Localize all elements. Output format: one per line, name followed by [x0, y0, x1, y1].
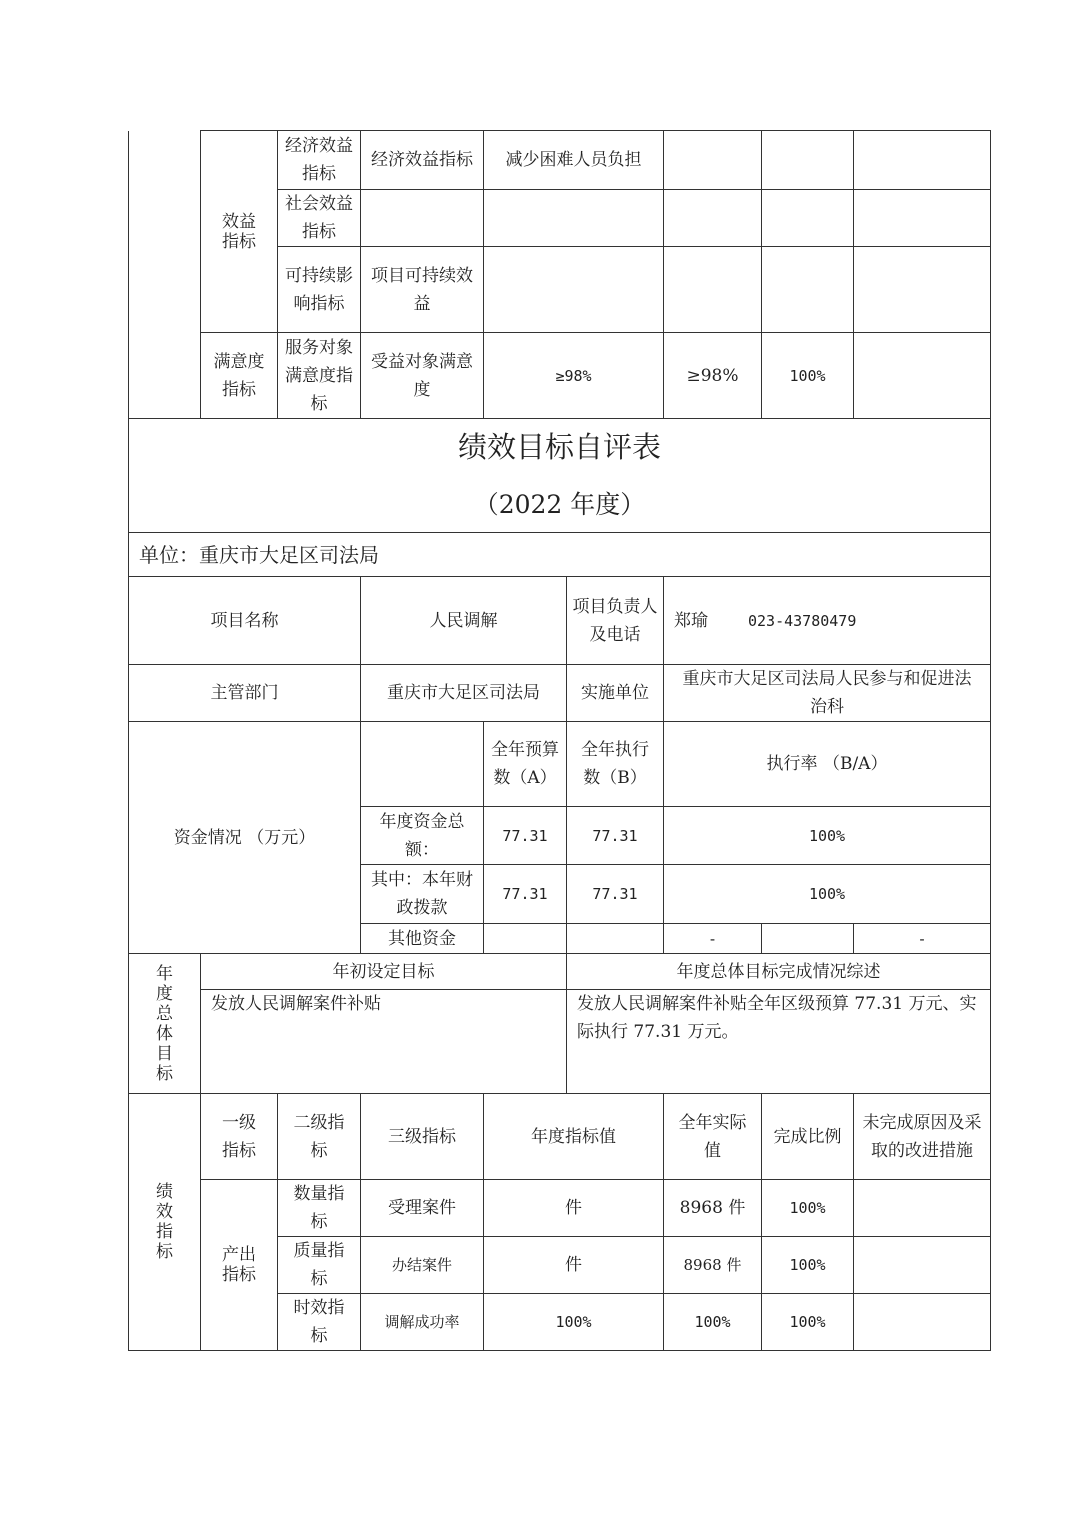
- ratio-cell: [762, 247, 854, 333]
- level3-cell: 受理案件: [361, 1180, 484, 1237]
- table-row: [129, 1094, 991, 1180]
- satisfaction-indicator-label: 满意度指标: [201, 333, 278, 419]
- unit-label: 单位：重庆市大足区司法局: [129, 533, 991, 577]
- blank-cell: [361, 722, 484, 807]
- target-cell: 件: [484, 1180, 664, 1237]
- fund-rate: -: [664, 924, 762, 954]
- reason-header: 未完成原因及采取的改进措施: [854, 1094, 991, 1180]
- ratio-cell: 100%: [762, 333, 854, 419]
- self-evaluation-table: [128, 130, 991, 1351]
- project-leader-label: 项目负责人及电话: [567, 577, 664, 665]
- actual-cell: [664, 247, 762, 333]
- impl-label: 实施单位: [567, 665, 664, 722]
- target-cell: [484, 247, 664, 333]
- budget-header: 全年预算数（A）: [484, 722, 567, 807]
- leader-name: 郑瑜: [674, 610, 708, 631]
- actual-cell: 8968 件: [664, 1180, 762, 1237]
- target-cell: [484, 190, 664, 247]
- level2-header: 二级指标: [278, 1094, 361, 1180]
- fund-budget: 77.31: [484, 807, 567, 865]
- level3-header: 三级指标: [361, 1094, 484, 1180]
- level2-cell: 时效指标: [278, 1294, 361, 1351]
- table-row: [129, 1180, 991, 1237]
- funds-label: 资金情况 （万元）: [129, 722, 361, 954]
- actual-cell: [664, 131, 762, 190]
- actual-cell: 8968 件: [664, 1237, 762, 1294]
- reason-cell: [854, 1237, 991, 1294]
- fund-rate: 100%: [664, 865, 991, 924]
- fund-row-label: 年度资金总额：: [361, 807, 484, 865]
- reason-cell: [854, 131, 991, 190]
- ratio-cell: [762, 190, 854, 247]
- level2-cell: 质量指标: [278, 1237, 361, 1294]
- page-title: 绩效目标自评表: [457, 429, 661, 464]
- reason-cell: [854, 190, 991, 247]
- output-indicator-label: 产出指标: [201, 1180, 278, 1351]
- rate-header: 执行率 （B/A）: [664, 722, 991, 807]
- level3-cell: 调解成功率: [361, 1294, 484, 1351]
- target-cell: ≥98%: [484, 333, 664, 419]
- project-leader-value: [664, 577, 991, 665]
- ratio-header: 完成比例: [762, 1094, 854, 1180]
- reason-cell: [854, 333, 991, 419]
- fund-rate: -: [854, 924, 991, 954]
- year-subtitle: （2022 年度）: [473, 489, 646, 519]
- fund-exec: 77.31: [567, 865, 664, 924]
- fund-exec: 77.31: [567, 807, 664, 865]
- fund-rate: 100%: [664, 807, 991, 865]
- level3-cell: 受益对象满意度: [361, 333, 484, 419]
- actual-header: 全年实际值: [664, 1094, 762, 1180]
- target-header: 年度指标值: [484, 1094, 664, 1180]
- level2-cell: 数量指标: [278, 1180, 361, 1237]
- dept-value: 重庆市大足区司法局: [361, 665, 567, 722]
- summary-text: 发放人民调解案件补贴全年区级预算 77.31 万元、实际执行 77.31 万元。: [567, 990, 991, 1094]
- exec-header: 全年执行数（B）: [567, 722, 664, 807]
- initial-goal-header: 年初设定目标: [201, 954, 567, 990]
- target-cell: 100%: [484, 1294, 664, 1351]
- dept-label: 主管部门: [129, 665, 361, 722]
- target-cell: 件: [484, 1237, 664, 1294]
- actual-cell: ≥98%: [664, 333, 762, 419]
- actual-cell: [664, 190, 762, 247]
- title-row: [129, 419, 991, 533]
- effect-indicator-label: 效益指标: [201, 131, 278, 333]
- level3-cell: 办结案件: [361, 1237, 484, 1294]
- target-cell: 减少困难人员负担: [484, 131, 664, 190]
- initial-goal-text: 发放人民调解案件补贴: [201, 990, 567, 1094]
- level3-cell: 经济效益指标: [361, 131, 484, 190]
- impl-value: 重庆市大足区司法局人民参与和促进法治科: [664, 665, 991, 722]
- fund-budget: [484, 924, 567, 954]
- leader-phone: 023-43780479: [748, 611, 857, 630]
- table-row: [129, 954, 991, 990]
- table-row: [129, 990, 991, 1094]
- fund-row-label: 其他资金: [361, 924, 484, 954]
- level3-cell: 项目可持续效益: [361, 247, 484, 333]
- table-row: [129, 333, 991, 419]
- actual-cell: 100%: [664, 1294, 762, 1351]
- ratio-cell: 100%: [762, 1237, 854, 1294]
- reason-cell: [854, 1180, 991, 1237]
- project-name-value: 人民调解: [361, 577, 567, 665]
- table-row: [129, 722, 991, 807]
- level2-cell: 服务对象满意度指标: [278, 333, 361, 419]
- fund-row-label: 其中：本年财政拨款: [361, 865, 484, 924]
- goals-label: 年度总体目标: [129, 954, 201, 1094]
- fund-exec: [567, 924, 664, 954]
- level1-header: 一级指标: [201, 1094, 278, 1180]
- fund-budget: 77.31: [484, 865, 567, 924]
- perf-label: 绩效指标: [129, 1094, 201, 1351]
- ratio-cell: 100%: [762, 1294, 854, 1351]
- unit-row: [129, 533, 991, 577]
- ratio-cell: 100%: [762, 1180, 854, 1237]
- project-name-label: 项目名称: [129, 577, 361, 665]
- ratio-cell: [762, 131, 854, 190]
- blank-cell: [129, 131, 201, 419]
- level3-cell: [361, 190, 484, 247]
- title-cell: [129, 419, 991, 533]
- fund-rate: [762, 924, 854, 954]
- reason-cell: [854, 247, 991, 333]
- table-row: [129, 577, 991, 665]
- table-row: [129, 131, 991, 190]
- table-row: [129, 665, 991, 722]
- level2-cell: 可持续影响指标: [278, 247, 361, 333]
- level2-cell: 经济效益指标: [278, 131, 361, 190]
- summary-header: 年度总体目标完成情况综述: [567, 954, 991, 990]
- level2-cell: 社会效益指标: [278, 190, 361, 247]
- reason-cell: [854, 1294, 991, 1351]
